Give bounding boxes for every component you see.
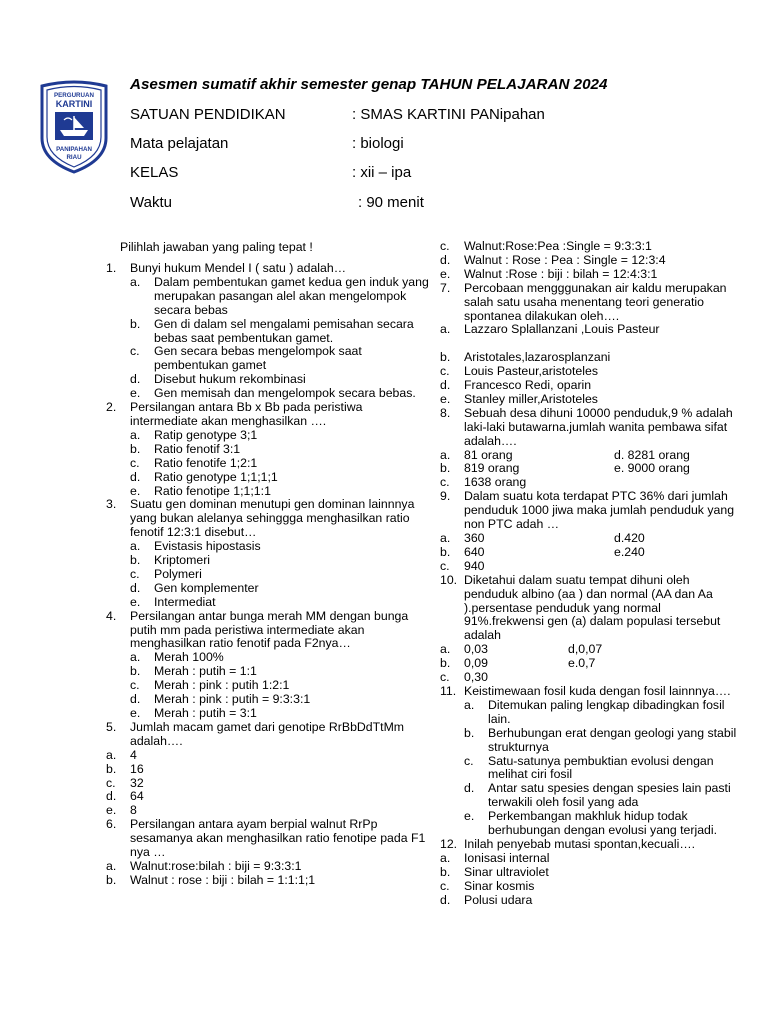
question-text: Persilangan antara ayam berpial walnut RrPp sesamanya akan menghasilkan ratio fenotipe pada F1 nya … [130,817,426,860]
option-b: b. Gen di dalam sel mengalami pemisahan secara bebas saat pembentukan gamet. [130,316,414,345]
question-5 [106,721,432,818]
field-label-satuan: SATUAN PENDIDIKAN [130,106,286,123]
option-b: b. Sinar ultraviolet [440,864,549,879]
option-b: b. Kriptomeri [130,553,211,568]
question-text: Bunyi hukum Mendel I ( satu ) adalah… [130,261,346,275]
question-text: Percobaan mengggunakan air kaldu merupakan salah satu usaha menentang teori generatio spontanea dilakukan oleh…. [464,280,727,323]
question-3 [106,498,432,609]
question-6-continued [440,240,740,282]
question-number: 8. [440,405,451,420]
option-e: e. Ratio fenotipe 1;1;1:1 [130,483,271,498]
question-text: Jumlah macam gamet dari genotipe RrBbDdTtMm adalah…. [130,719,405,748]
option-c: c. 32 [106,775,144,790]
question-text: Diketahui dalam suatu tempat dihuni oleh penduduk albino (aa ) dan normal (AA dan Aa ).persentase penduduk yang normal 91%.frekwensi gen (a) dalam populasi tersebut adalah [464,572,721,643]
question-number: 10. [440,572,458,587]
question-number: 9. [440,489,451,504]
field-value-satuan: : SMAS KARTINI PANipahan [352,106,545,123]
field-label-waktu: Waktu [130,194,172,211]
option-c: c. Louis Pasteur,aristoteles [440,364,598,379]
question-number: 6. [106,817,117,832]
exam-title-italic: Asesmen sumatif akhir semester genap [130,76,417,93]
option-row: a. 360 d.420 [440,531,645,546]
option-row: b. 0,09 e.0,7 [440,656,596,671]
option-a: a. Lazzaro Splallanzani ,Louis Pasteur [440,322,660,337]
question-8 [440,407,740,490]
option-row: a. 0,03 d,0,07 [440,642,603,657]
question-1 [106,262,432,401]
question-12 [440,838,740,908]
school-logo [38,80,110,174]
option-b: b. Walnut : rose : biji : bilah = 1:1:1;1 [106,872,316,887]
option-b: b. Berhubungan erat dengan geologi yang stabil strukturnya [464,725,737,754]
option-d: d. Ratio genotype 1;1;1;1 [130,469,278,484]
option-e: e. 8 [106,803,137,818]
questions-right-column [440,240,740,907]
field-value-kelas: : xii – ipa [352,164,412,181]
option-a: a. Ditemukan paling lengkap dibadingkan fosil lain. [464,697,725,726]
option-row: b. 640 e.240 [440,544,645,559]
logo-top-text: PERGURUAN [54,92,94,99]
field-label-mapel: Mata pelajatan [130,135,229,152]
option-row: c. 1638 orang [440,475,527,490]
question-text: Dalam suatu kota terdapat PTC 36% dari jumlah penduduk 1000 jiwa maka jumlah penduduk yang non PTC adah … [464,489,735,532]
question-number: 7. [440,280,451,295]
option-d: d. Disebut hukum rekombinasi [130,372,306,387]
question-text: Inilah penyebab mutasi spontan,kecuali…. [464,836,696,851]
question-6 [106,818,432,888]
option-e: e. Walnut :Rose : biji : bilah = 12:4:3:1 [440,266,658,281]
option-row: a. 81 orang d. 8281 orang [440,447,690,462]
question-number: 1. [106,261,117,275]
option-b: b. 16 [106,761,144,776]
question-text: Keistimewaan fosil kuda dengan fosil lainnnya…. [464,683,731,698]
question-2 [106,401,432,498]
exam-title [130,76,607,93]
option-c: c. Merah : pink : putih 1:2:1 [130,678,290,693]
question-number: 4. [106,608,117,623]
option-b: b. Aristotales,lazarosplanzani [440,350,611,365]
question-text: Persilangan antar bunga merah MM dengan bunga putih mm pada peristiwa intermediate akan menghasilkan ratio fenotif pada F2nya… [130,608,409,651]
question-number: 12. [440,836,458,851]
question-number: 3. [106,497,117,512]
option-d: d. Antar satu spesies dengan spesies lain pasti terwakili oleh fosil yang ada [464,781,731,810]
option-c: c. Gen secara bebas mengelompok saat pembentukan gamet [130,344,362,373]
question-number: 5. [106,719,117,734]
option-b: b. Merah : putih = 1:1 [130,664,257,679]
option-c: c. Ratio fenotife 1;2:1 [130,455,258,470]
option-e: e. Merah : putih = 3:1 [130,706,257,720]
option-d: d. Gen komplementer [130,580,259,595]
option-c: c. Walnut:Rose:Pea :Single = 9:3:3:1 [440,239,652,253]
option-row: b. 819 orang e. 9000 orang [440,461,690,476]
option-a: a. Dalam pembentukan gamet kedua gen induk yang merupakan pasangan alel akan mengelompok secara bebas [130,274,429,317]
option-b: b. Ratio fenotif 3:1 [130,441,241,456]
option-d: d. Merah : pink : putih = 9:3:3:1 [130,692,311,707]
option-c: c. Polymeri [130,566,202,581]
option-d: d. Francesco Redi, oparin [440,378,592,393]
question-text: Suatu gen dominan menutupi gen dominan lainnnya yang bukan alelanya sehinggga menghasilkan ratio fenotif 12:3:1 disebut… [130,497,415,540]
option-a: a. Evistasis hipostasis [130,539,261,554]
field-value-waktu: : 90 menit [358,194,424,211]
exam-title-year: TAHUN PELAJARAN 2024 [416,76,608,93]
option-row: c. 0,30 [440,670,488,685]
option-d: d. Polusi udara [440,892,533,907]
question-7 [440,282,740,407]
option-e: e. Perkembangan makhluk hidup todak berhubungan dengan evolusi yang terjadi. [464,809,718,838]
field-value-mapel: : biologi [352,135,404,152]
option-a: a. Ionisasi internal [440,850,550,865]
question-number: 11. [440,683,457,698]
option-e: e. Stanley miller,Aristoteles [440,391,598,406]
logo-bottom-text-1: PANIPAHAN [56,146,92,153]
question-text: Persilangan antara Bb x Bb pada peristiwa intermediate akan menghasilkan …. [130,400,363,428]
question-9 [440,490,740,573]
option-e: e. Intermediat [130,594,216,609]
option-d: d. 64 [106,789,144,804]
option-row: c. 940 [440,558,485,573]
option-a: a. Ratip genotype 3;1 [130,427,258,442]
question-4 [106,610,432,721]
instruction-text: Pilihlah jawaban yang paling tepat ! [120,240,313,254]
logo-name-text: KARTINI [55,99,93,109]
question-number: 2. [106,400,117,415]
option-a: a. Walnut:rose:bilah : biji = 9:3:3:1 [106,858,302,873]
option-e: e. Gen memisah dan mengelompok secara bebas. [130,386,416,401]
option-a: a. 4 [106,747,137,762]
question-text: Sebuah desa dihuni 10000 penduduk,9 % adalah laki-laki butawarna.jumlah wanita pembawa sifat adalah…. [464,405,733,448]
option-a: a. Merah 100% [130,650,224,665]
question-10 [440,574,740,685]
questions-left-column [106,262,432,888]
option-c: c. Satu-satunya pembuktian evolusi dengan melihat ciri fosil [464,753,714,782]
question-11 [440,685,740,838]
field-label-kelas: KELAS [130,164,179,181]
option-d: d. Walnut : Rose : Pea : Single = 12:3:4 [440,252,666,267]
option-c: c. Sinar kosmis [440,878,535,893]
logo-bottom-text-2: RIAU [66,154,82,161]
